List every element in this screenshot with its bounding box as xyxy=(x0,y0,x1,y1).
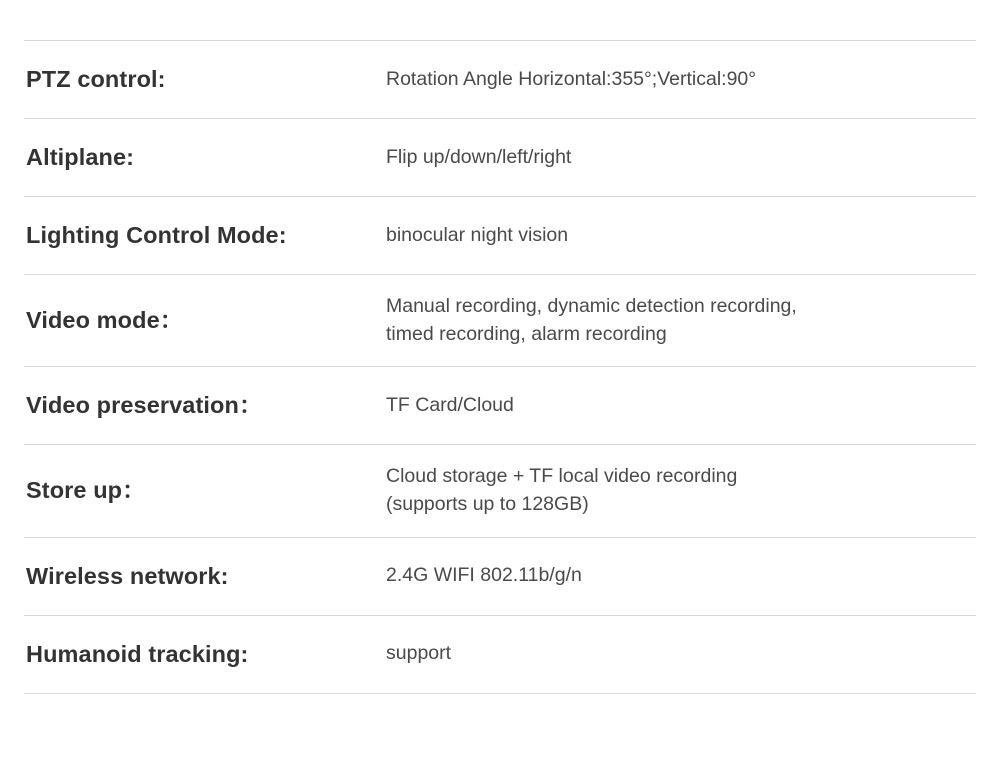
spec-value-line: Manual recording, dynamic detection recording, xyxy=(386,295,797,317)
spec-label: Video mode： xyxy=(26,307,184,333)
spec-value-line: Rotation Angle Horizontal:355°;Vertical:90° xyxy=(386,67,757,90)
spec-value xyxy=(386,41,976,119)
table-row xyxy=(24,41,976,119)
spec-label: Altiplane: xyxy=(26,143,135,170)
spec-value-line: binocular night vision xyxy=(386,223,569,246)
spec-value xyxy=(386,275,976,367)
spec-label: Lighting Control Mode: xyxy=(26,221,287,248)
spec-value xyxy=(386,119,976,197)
spec-label: Store up： xyxy=(26,477,146,504)
table-row xyxy=(24,615,976,693)
table-row xyxy=(24,197,976,275)
spec-value-line: Cloud storage + TF local video recording xyxy=(386,465,738,488)
table-row xyxy=(24,537,976,615)
specification-table-body xyxy=(24,41,976,694)
spec-value-line: 2.4G WIFI 802.11b/g/n xyxy=(386,564,582,587)
spec-value xyxy=(386,537,976,615)
spec-value xyxy=(386,367,976,445)
table-row xyxy=(24,275,976,367)
spec-value-line: Flip up/down/left/right xyxy=(386,145,572,168)
spec-value xyxy=(386,615,976,693)
spec-label: Humanoid tracking: xyxy=(26,640,249,667)
spec-value xyxy=(386,445,976,537)
spec-label: PTZ control: xyxy=(26,65,166,92)
spec-label: Wireless network: xyxy=(26,562,229,589)
spec-value-line: TF Card/Cloud xyxy=(386,394,514,417)
spec-value-line: timed recording, alarm recording xyxy=(386,322,667,345)
table-row xyxy=(24,445,976,537)
spec-label: Video preservation： xyxy=(26,392,263,419)
spec-value-line: support xyxy=(386,642,452,665)
specification-table xyxy=(24,40,976,694)
table-row xyxy=(24,119,976,197)
spec-value xyxy=(386,197,976,275)
spec-value-line: (supports up to 128GB) xyxy=(386,493,589,516)
table-row xyxy=(24,367,976,445)
